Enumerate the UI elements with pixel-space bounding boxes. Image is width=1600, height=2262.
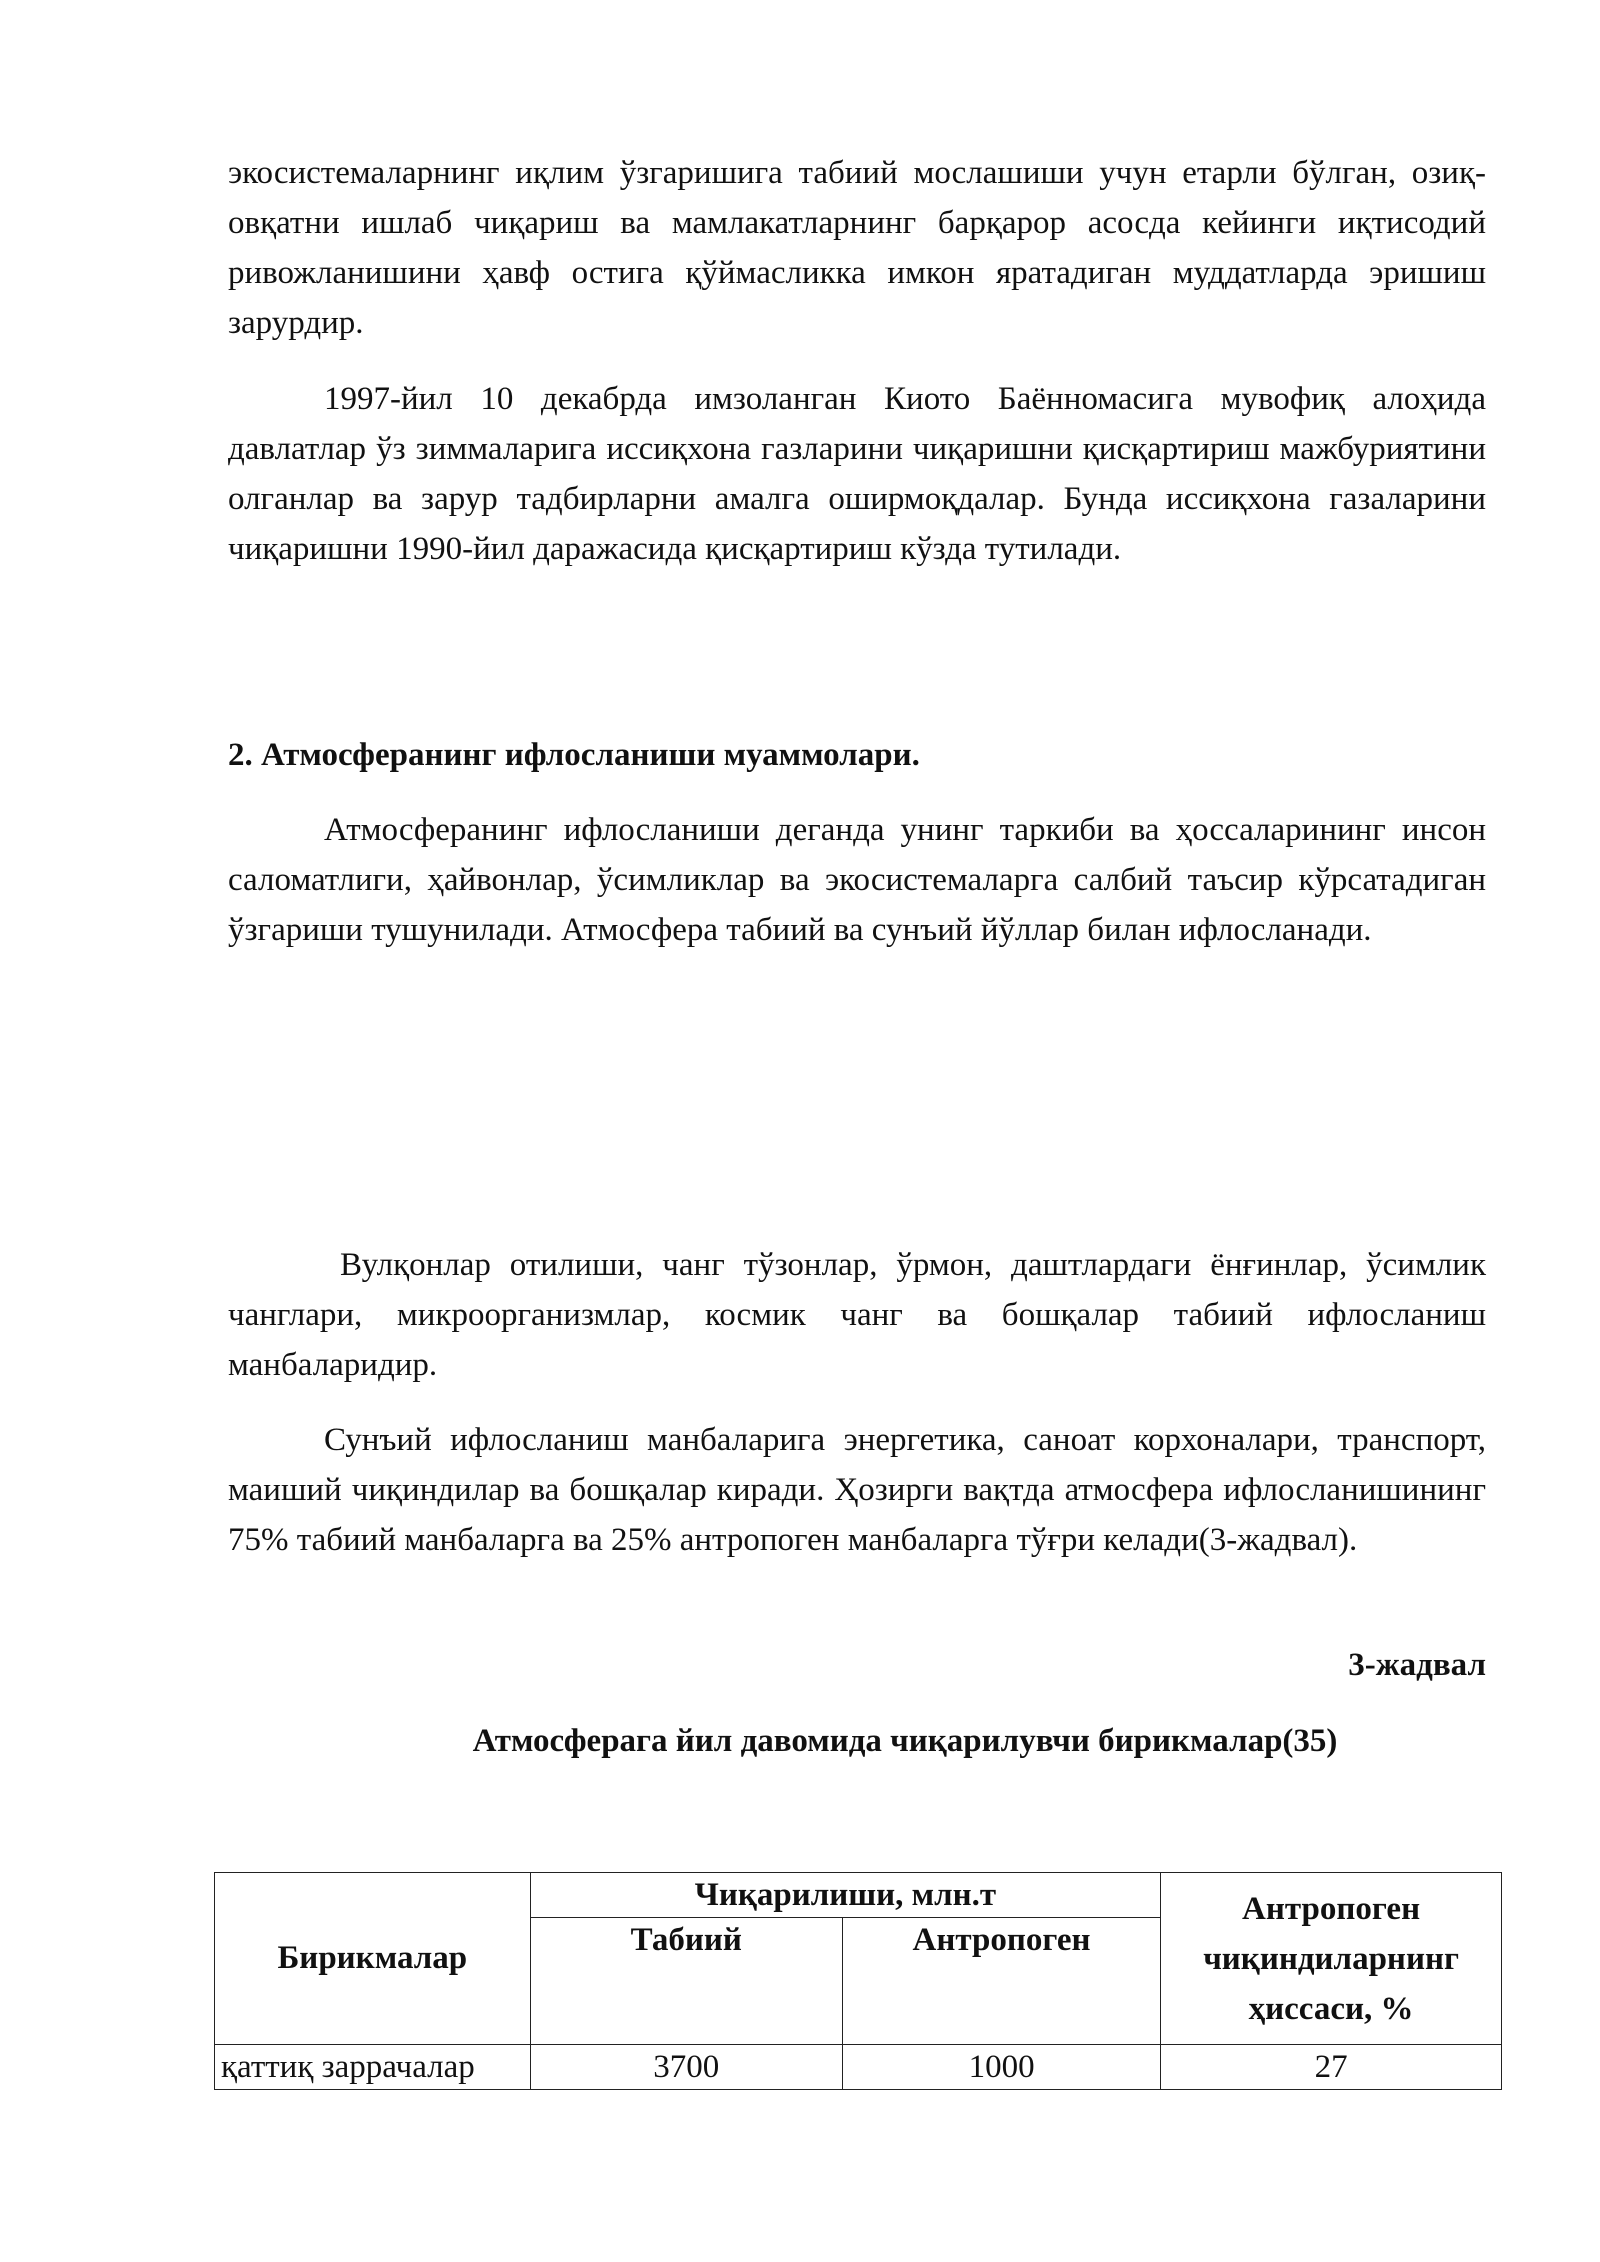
- header-share-line2: чиқиндиларнинг: [1203, 1940, 1459, 1977]
- header-compounds: Бирикмалар: [215, 1873, 531, 2045]
- paragraph-artificial-sources: Сунъий ифлосланиш манбаларига энергетика, саноат корхоналари, транспорт, маиший чиқиндилар ва бошқалар киради. Ҳозирги вақтда атмосфера ифлосланишининг 75% табиий манбаларга ва 25% антропоген манбаларга тўғри келади(3-жадвал).: [228, 1422, 1486, 1558]
- header-anthropogenic-share: [1161, 1873, 1502, 2045]
- header-emission: Чиқарилиши, млн.т: [530, 1873, 1161, 1918]
- table-title: Атмосферага йил давомида чиқарилувчи бирикмалар(35): [472, 1723, 1338, 1759]
- row-share: 27: [1161, 2045, 1502, 2090]
- table-row: [215, 2045, 1502, 2090]
- row-natural: 3700: [530, 2045, 842, 2090]
- table-label: 3-жадвал: [1348, 1647, 1486, 1683]
- paragraph-natural-sources: Вулқонлар отилиши, чанг тўзонлар, ўрмон, даштлардаги ёнғинлар, ўсимлик чанглари, микроорганизмлар, космик чанг ва бошқалар табиий ифлосланиш манбаларидир.: [228, 1247, 1486, 1383]
- section-heading: 2. Атмосферанинг ифлосланиши муаммолари.: [228, 737, 920, 773]
- paragraph-pollution-definition: Атмосферанинг ифлосланиши деганда унинг таркиби ва ҳоссаларининг инсон саломатлиги, ҳайвонлар, ўсимликлар ва экосистемаларга салбий таъсир кўрсатадиган ўзгариши тушунилади. Атмосфера табиий ва сунъий йўллар билан ифлосланади.: [228, 812, 1486, 948]
- header-anthropogenic: Антропоген: [842, 1918, 1160, 2045]
- header-natural: Табиий: [530, 1918, 842, 2045]
- row-name: қаттиқ заррачалар: [215, 2045, 531, 2090]
- paragraph-kyoto-protocol: 1997-йил 10 декабрда имзоланган Киото Баённомасига мувофиқ алоҳида давлатлар ўз зиммаларига иссиқхона газларини чиқаришни қисқартириш мажбуриятини олганлар ва зарур тадбирларни амалга оширмоқдалар. Бунда иссиқхона газаларини чиқаришни 1990-йил даражасида қисқартириш кўзда тутилади.: [228, 381, 1486, 567]
- header-share-line3: ҳиссаси, %: [1248, 1990, 1414, 2027]
- row-anthropogenic: 1000: [842, 2045, 1160, 2090]
- paragraph-climate-adaptation: экосистемаларнинг иқлим ўзгаришига табиий мослашиши учун етарли бўлган, озиқ-овқатни ишлаб чиқариш ва мамлакатларнинг барқарор асосда кейинги иқтисодий ривожланишини ҳавф остига қўймасликка имкон яратадиган муддатларда эришиш зарурдир.: [228, 155, 1486, 341]
- emissions-table: [214, 1872, 1502, 2090]
- header-share-line1: Антропоген: [1242, 1890, 1421, 1927]
